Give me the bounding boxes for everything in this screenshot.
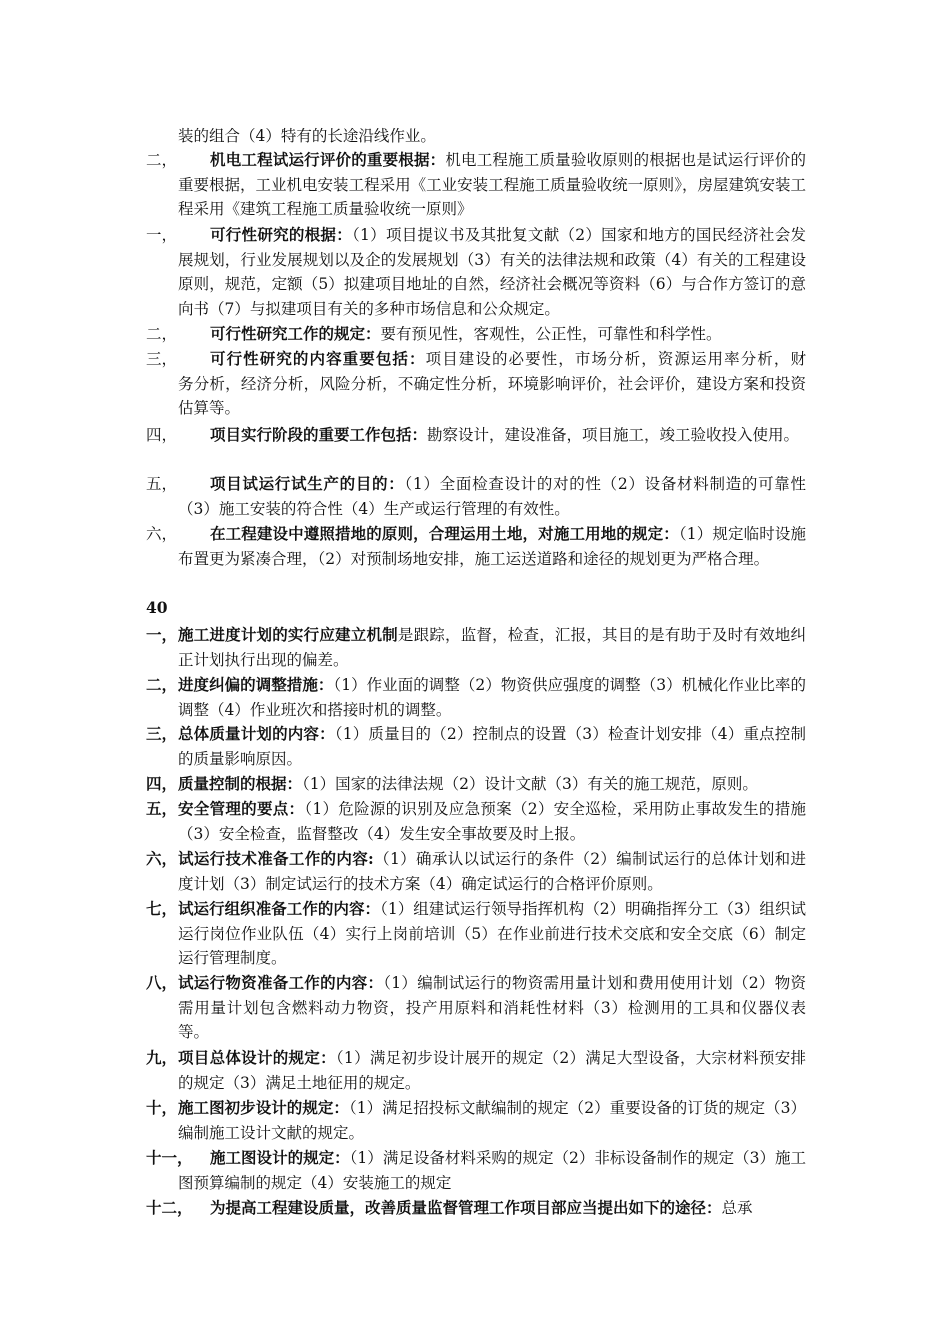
item-heading: 为提高工程建设质量，改善质量监督管理工作项目部应当提出如下的途径： [210,1198,722,1217]
item-number: 二， [146,151,178,169]
list-item [146,472,806,521]
item-body: 要有预见性，客观性，公正性，可靠性和科学性。 [380,325,722,343]
item-body: （1）确承认以试运行的条件（2）编制试运行的总体计划和进度计划（3）制定试运行的技术方案（4）确定试运行的合格评价原则。 [178,850,806,893]
item-body: （1）全面检查设计的对的性（2）设备材料制造的可靠性（3）施工安装的符合性（4）生产或运行管理的有效性。 [178,475,806,518]
item-heading: 项目总体设计的规定： [178,1048,336,1067]
item-body: （1）作业面的调整（2）物资供应强度的调整（3）机械化作业比率的调整（4）作业班次和搭接时机的调整。 [178,676,806,719]
item-number: 三， [146,724,178,743]
item-number: 三， [146,350,178,368]
item-heading: 进度纠偏的调整措施： [178,675,334,694]
item-number: 一， [146,625,178,644]
item-number: 七， [146,899,178,918]
item-number: 十一， [146,1148,193,1167]
item-heading: 总体质量计划的内容： [178,724,335,743]
item-heading: 施工图初步设计的规定： [178,1098,349,1117]
item-body: （1）国家的法律法规（2）设计文献（3）有关的施工规范，原则。 [302,775,758,793]
item-body: 勘察设计，建设准备，项目施工，竣工验收投入使用。 [427,426,800,444]
list-item [146,322,806,347]
item-heading: 可行性研究的内容重要包括： [210,349,426,368]
item-number: 九， [146,1048,178,1067]
item-heading: 安全管理的要点： [178,799,305,818]
item-body: （1）满足设备材料采购的规定（2）非标设备制作的规定（3）施工图预算编制的规定（4）安装施工的规定 [178,1149,806,1192]
list-item [146,673,806,722]
item-heading: 质量控制的根据： [178,774,303,793]
item-body: （1）组建试运行领导指挥机构（2）明确指挥分工（3）组织试运行岗位作业队伍（4）实行上岗前培训（5）在作业前进行技术交底和安全交底（6）制定运行管理制度。 [178,900,806,967]
item-number: 十， [146,1098,178,1117]
item-body: （1）规定临时设施布置更为紧凑合理，（2）对预制场地安排，施工运送道路和途径的规划更为严格合理。 [178,525,806,568]
item-heading: 项目实行阶段的重要工作包括： [210,425,428,444]
list-item [146,223,806,321]
item-number: 四， [146,774,178,793]
item-body: （1）满足初步设计展开的规定（2）满足大型设备，大宗材料预安排的规定（3）满足土地征用的规定。 [178,1049,806,1092]
item-heading: 施工图设计的规定： [210,1148,350,1167]
item-heading: 在工程建设中遵照措地的原则，合理运用土地，对施工用地的规定： [210,524,679,543]
item-heading: 试运行组织准备工作的内容： [178,899,381,918]
item-body: （1）危险源的识别及应急预案（2）安全巡检，采用防止事故发生的措施（3）安全检查，监督整改（4）发生安全事故要及时上报。 [178,800,806,843]
item-number: 一， [146,226,178,244]
item-number: 八， [146,973,178,992]
list-item [146,1196,806,1221]
item-heading: 机电工程试运行评价的重要根据： [210,150,446,169]
section-number: 40 [146,598,168,617]
item-number: 十二， [146,1198,193,1217]
list-item [146,623,806,672]
item-number: 五， [146,475,178,493]
item-body: （1）项目提议书及其批复文献（2）国家和地方的国民经济社会发展规划，行业发展规划以及企的发展规划（3）有关的法律法规和政策（4）有关的工程建设原则，规范，定额（5）拟建项目地址的自然，经济社会概况等资料（6）与合作方签订的意向书（7）与拟建项目有关的多种市场信息和公众规定。 [178,226,806,318]
item-body: 是跟踪，监督，检查，汇报，其目的是有助于及时有效地纠正计划执行出现的偏差。 [178,626,806,669]
item-heading: 可行性研究的根据： [210,225,352,244]
item-body: 机电工程施工质量验收原则的根据也是试运行评价的重要根据，工业机电安装工程采用《工业安装工程施工质量验收统一原则》，房屋建筑安装工程采用《建筑工程施工质量验收统一原则》 [178,151,806,218]
list-item [146,772,806,797]
item-heading: 项目试运行试生产的目的： [210,474,405,493]
list-item [146,797,806,846]
item-heading: 试运行物资准备工作的内容： [178,973,384,992]
item-body: （1）编制试运行的物资需用量计划和费用使用计划（2）物资需用量计划包含燃料动力物资，投产用原料和消耗性材料（3）检测用的工具和仪器仪表等。 [178,974,806,1041]
list-item [146,148,806,222]
item-heading: 施工进度计划的实行应建立机制 [178,625,398,644]
item-number: 五， [146,799,178,818]
list-item [146,971,806,1045]
item-number: 六， [146,849,178,868]
item-number: 二， [146,675,178,694]
item-body: 总承 [721,1199,753,1217]
list-item [146,1096,806,1145]
continued-line: 装的组合（4）特有的长途沿线作业。 [178,127,436,145]
item-number: 四， [146,426,178,444]
list-item [146,347,837,421]
item-body: （1）满足招投标文献编制的规定（2）重要设备的订货的规定（3）编制施工设计文献的规定。 [178,1099,806,1142]
item-body: （1）质量目的（2）控制点的设置（3）检查计划安排（4）重点控制的质量影响原因。 [178,725,806,768]
list-item [146,847,806,896]
item-number: 六， [146,525,178,543]
list-item [146,897,806,971]
item-heading: 试运行技术准备工作的内容: [178,849,374,868]
list-item [146,1146,806,1195]
list-item [146,722,806,771]
item-body: 项目建设的必要性，市场分析，资源运用率分析，财 务分析，经济分析，风险分析，不确定性分析，环境影响评价，社会评价，建设方案和投资估算等。 [178,350,837,417]
list-item [146,1046,806,1095]
item-heading: 可行性研究工作的规定： [210,324,381,343]
list-item [146,423,806,448]
list-item [146,522,806,571]
item-number: 二， [146,325,178,343]
